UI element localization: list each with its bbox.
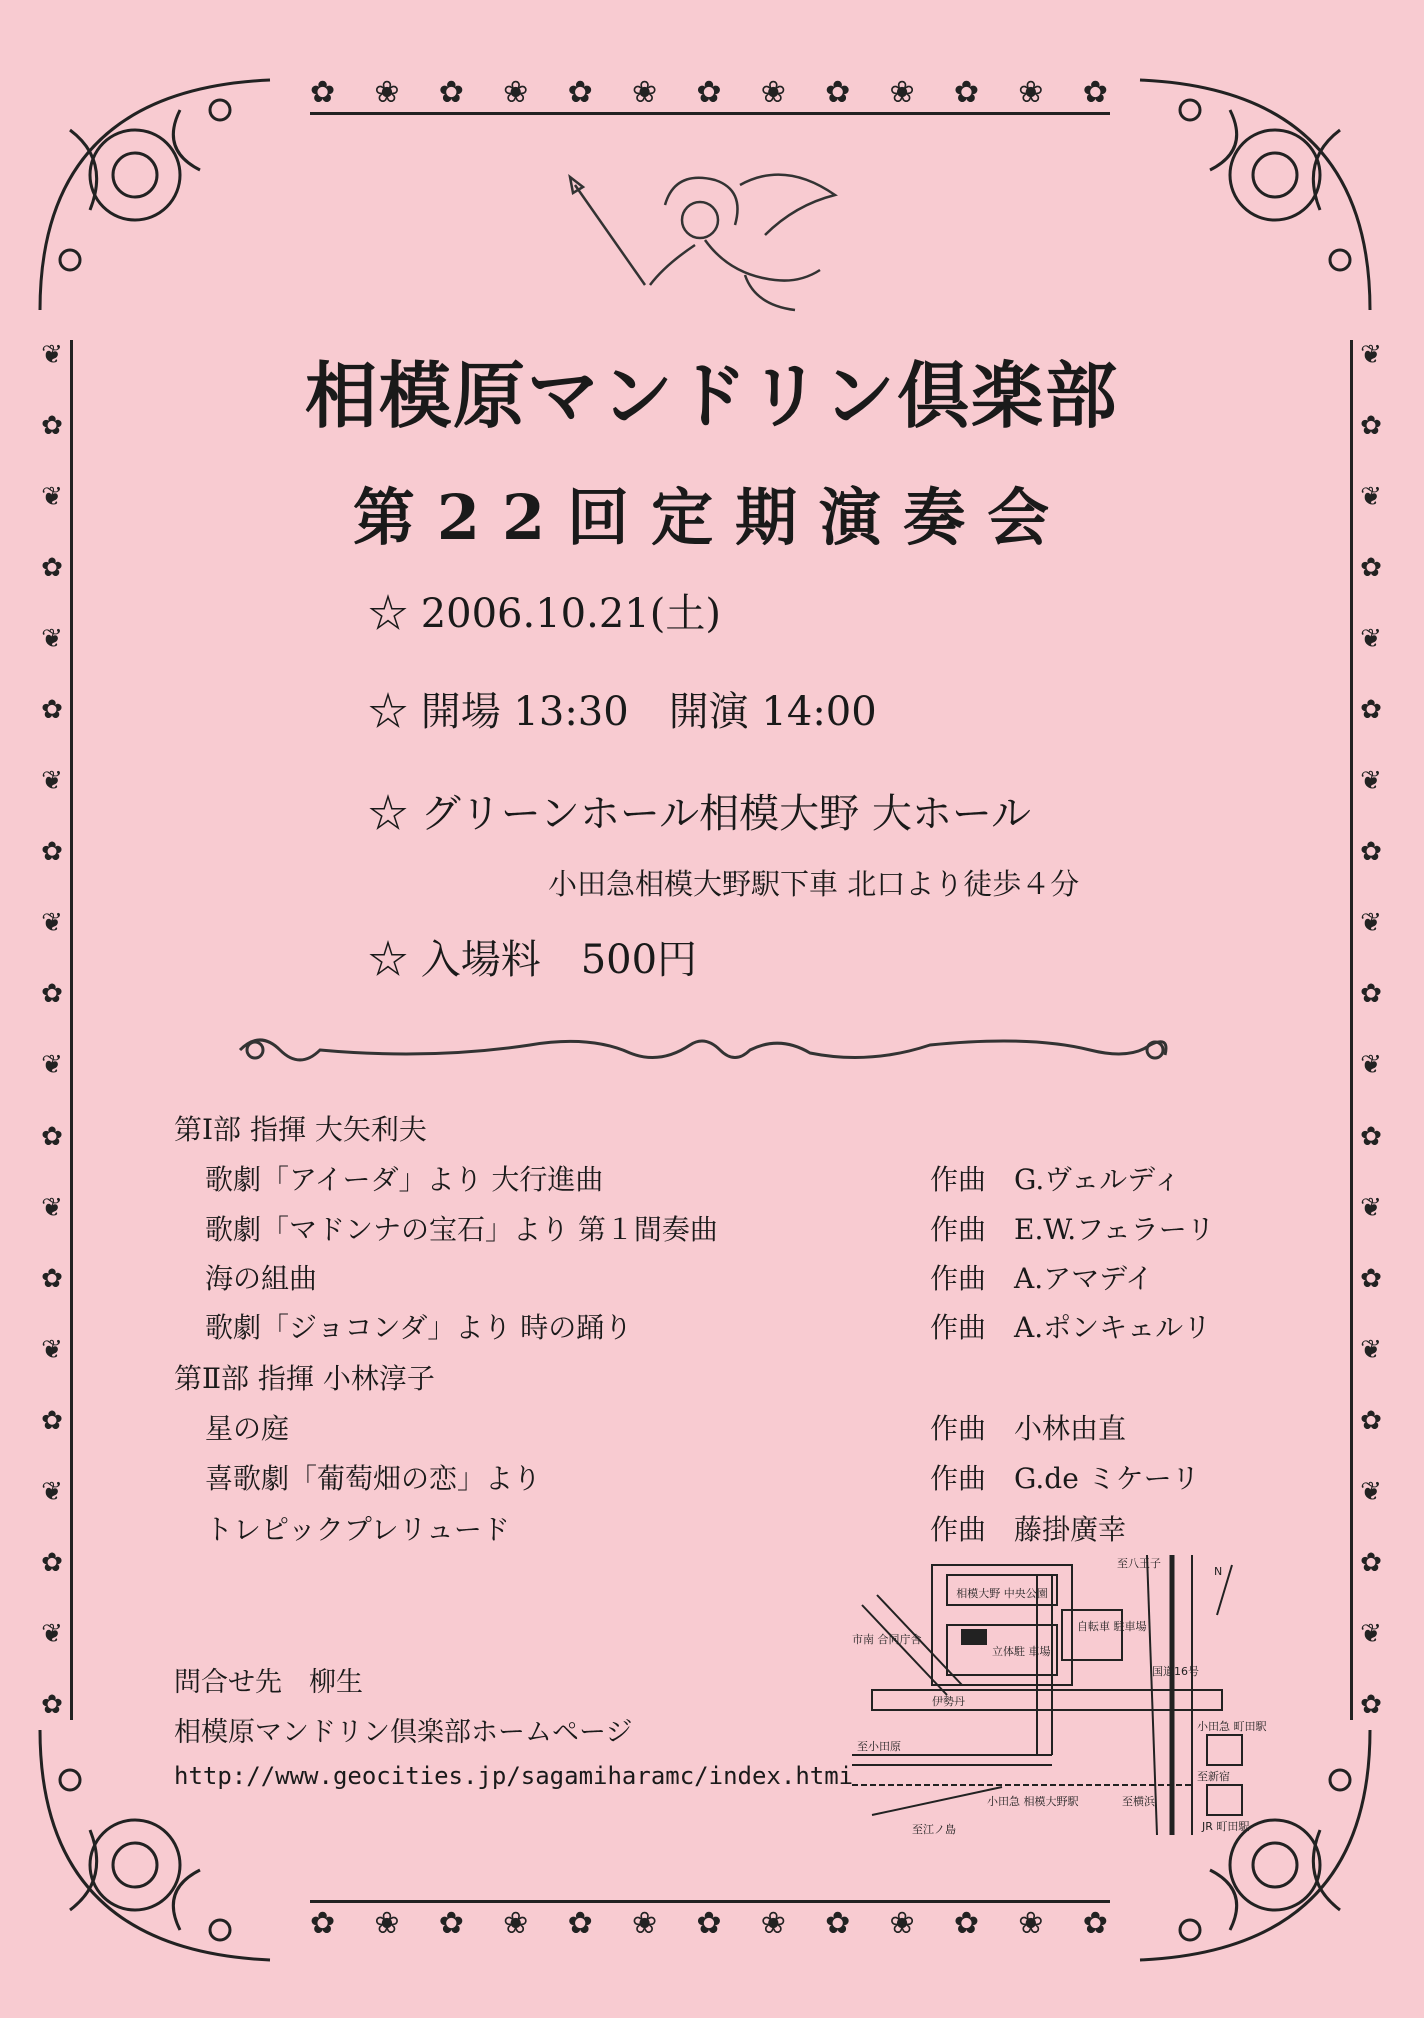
composer-credit: 作曲 G.ヴェルディ [930, 1163, 1181, 1196]
piece-title: 歌劇「アイーダ」より 大行進曲 [205, 1163, 604, 1196]
map-label-machida-jr: JR 町田駅 [1202, 1820, 1250, 1833]
homepage-url[interactable]: http://www.geocities.jp/sagamiharamc/index.htmi [174, 1762, 854, 1790]
concert-subtitle: 第22回定期演奏会 [352, 481, 1072, 554]
right-floral-border: ❦ ✿ ❦ ✿ ❦ ✿ ❦ ✿ ❦ ✿ ❦ ✿ ❦ ✿ ❦ ✿ ❦ ✿ ❦ ✿ [1350, 340, 1389, 1720]
bottom-floral-border: ✿ ❀ ✿ ❀ ✿ ❀ ✿ ❀ ✿ ❀ ✿ ❀ ✿ [310, 1900, 1110, 1943]
map-label-yokohama: 至横浜 [1122, 1795, 1155, 1808]
map-label-shinjuku: 至新宿 [1197, 1770, 1230, 1783]
map-label-parking: 立体駐 車場 [992, 1645, 1051, 1658]
piece-title: 歌劇「ジョコンダ」より 時の踊り [205, 1311, 633, 1344]
corner-ornament-bottom-left [30, 1720, 280, 1970]
part2-heading: 第Ⅱ部 指揮 小林淳子 [174, 1362, 435, 1395]
piece-title: 歌劇「マドンナの宝石」より 第１間奏曲 [205, 1213, 718, 1246]
scroll-divider [230, 1025, 1180, 1075]
piece-title: 海の組曲 [205, 1262, 318, 1295]
map-label-bicycle-parking: 自転車 駐車場 [1077, 1620, 1147, 1633]
map-label-enoshima: 至江ノ島 [912, 1823, 956, 1836]
event-venue: ☆ グリーンホール相模大野 大ホール [368, 791, 1032, 837]
map-label-hachioji: 至八王子 [1117, 1557, 1161, 1570]
map-label-station: 小田急 相模大野駅 [987, 1795, 1079, 1808]
venue-marker [962, 1630, 986, 1644]
venue-access: 小田急相模大野駅下車 北口より徒歩４分 [548, 867, 1080, 901]
inquiry-contact: 問合せ先 柳生 [174, 1667, 363, 1698]
map-label-route16: 国道16号 [1152, 1665, 1199, 1678]
svg-text:N: N [1214, 1565, 1223, 1578]
left-floral-border: ❦ ✿ ❦ ✿ ❦ ✿ ❦ ✿ ❦ ✿ ❦ ✿ ❦ ✿ ❦ ✿ ❦ ✿ ❦ ✿ [34, 340, 73, 1720]
composer-credit: 作曲 小林由直 [930, 1412, 1127, 1445]
map-label-isetan: 伊勢丹 [932, 1695, 965, 1708]
admission-fee: ☆ 入場料 500円 [368, 937, 698, 983]
piece-title: トレピックプレリュード [205, 1513, 510, 1546]
cupid-illustration [555, 165, 845, 325]
piece-title: 喜歌劇「葡萄畑の恋」より [205, 1462, 542, 1495]
top-floral-border: ✿ ❀ ✿ ❀ ✿ ❀ ✿ ❀ ✿ ❀ ✿ ❀ ✿ [310, 72, 1110, 115]
north-arrow-icon [1214, 1565, 1232, 1615]
map-label-odawara: 至小田原 [857, 1740, 901, 1753]
piece-title: 星の庭 [205, 1412, 290, 1445]
homepage-label: 相模原マンドリン倶楽部ホームページ [174, 1717, 633, 1748]
event-time: ☆ 開場 13:30 開演 14:00 [368, 689, 877, 735]
composer-credit: 作曲 A.ポンキェルリ [930, 1311, 1212, 1344]
composer-credit: 作曲 G.de ミケーリ [930, 1462, 1200, 1495]
access-map [852, 1555, 1267, 1845]
composer-credit: 作曲 藤掛廣幸 [930, 1513, 1127, 1546]
corner-ornament-top-right [1130, 70, 1380, 320]
corner-ornament-top-left [30, 70, 280, 320]
composer-credit: 作曲 A.アマデイ [930, 1262, 1154, 1295]
map-label-machida-odakyu: 小田急 町田駅 [1197, 1720, 1267, 1733]
composer-credit: 作曲 E.W.フェラーリ [930, 1213, 1215, 1246]
map-label-park: 相模大野 中央公園 [956, 1587, 1048, 1600]
event-date: ☆ 2006.10.21(土) [368, 591, 721, 637]
part1-heading: 第Ⅰ部 指揮 大矢利夫 [174, 1113, 427, 1146]
map-label-city-office: 市南 合同庁舎 [852, 1633, 922, 1646]
page-title: 相模原マンドリン倶楽部 [304, 354, 1119, 438]
